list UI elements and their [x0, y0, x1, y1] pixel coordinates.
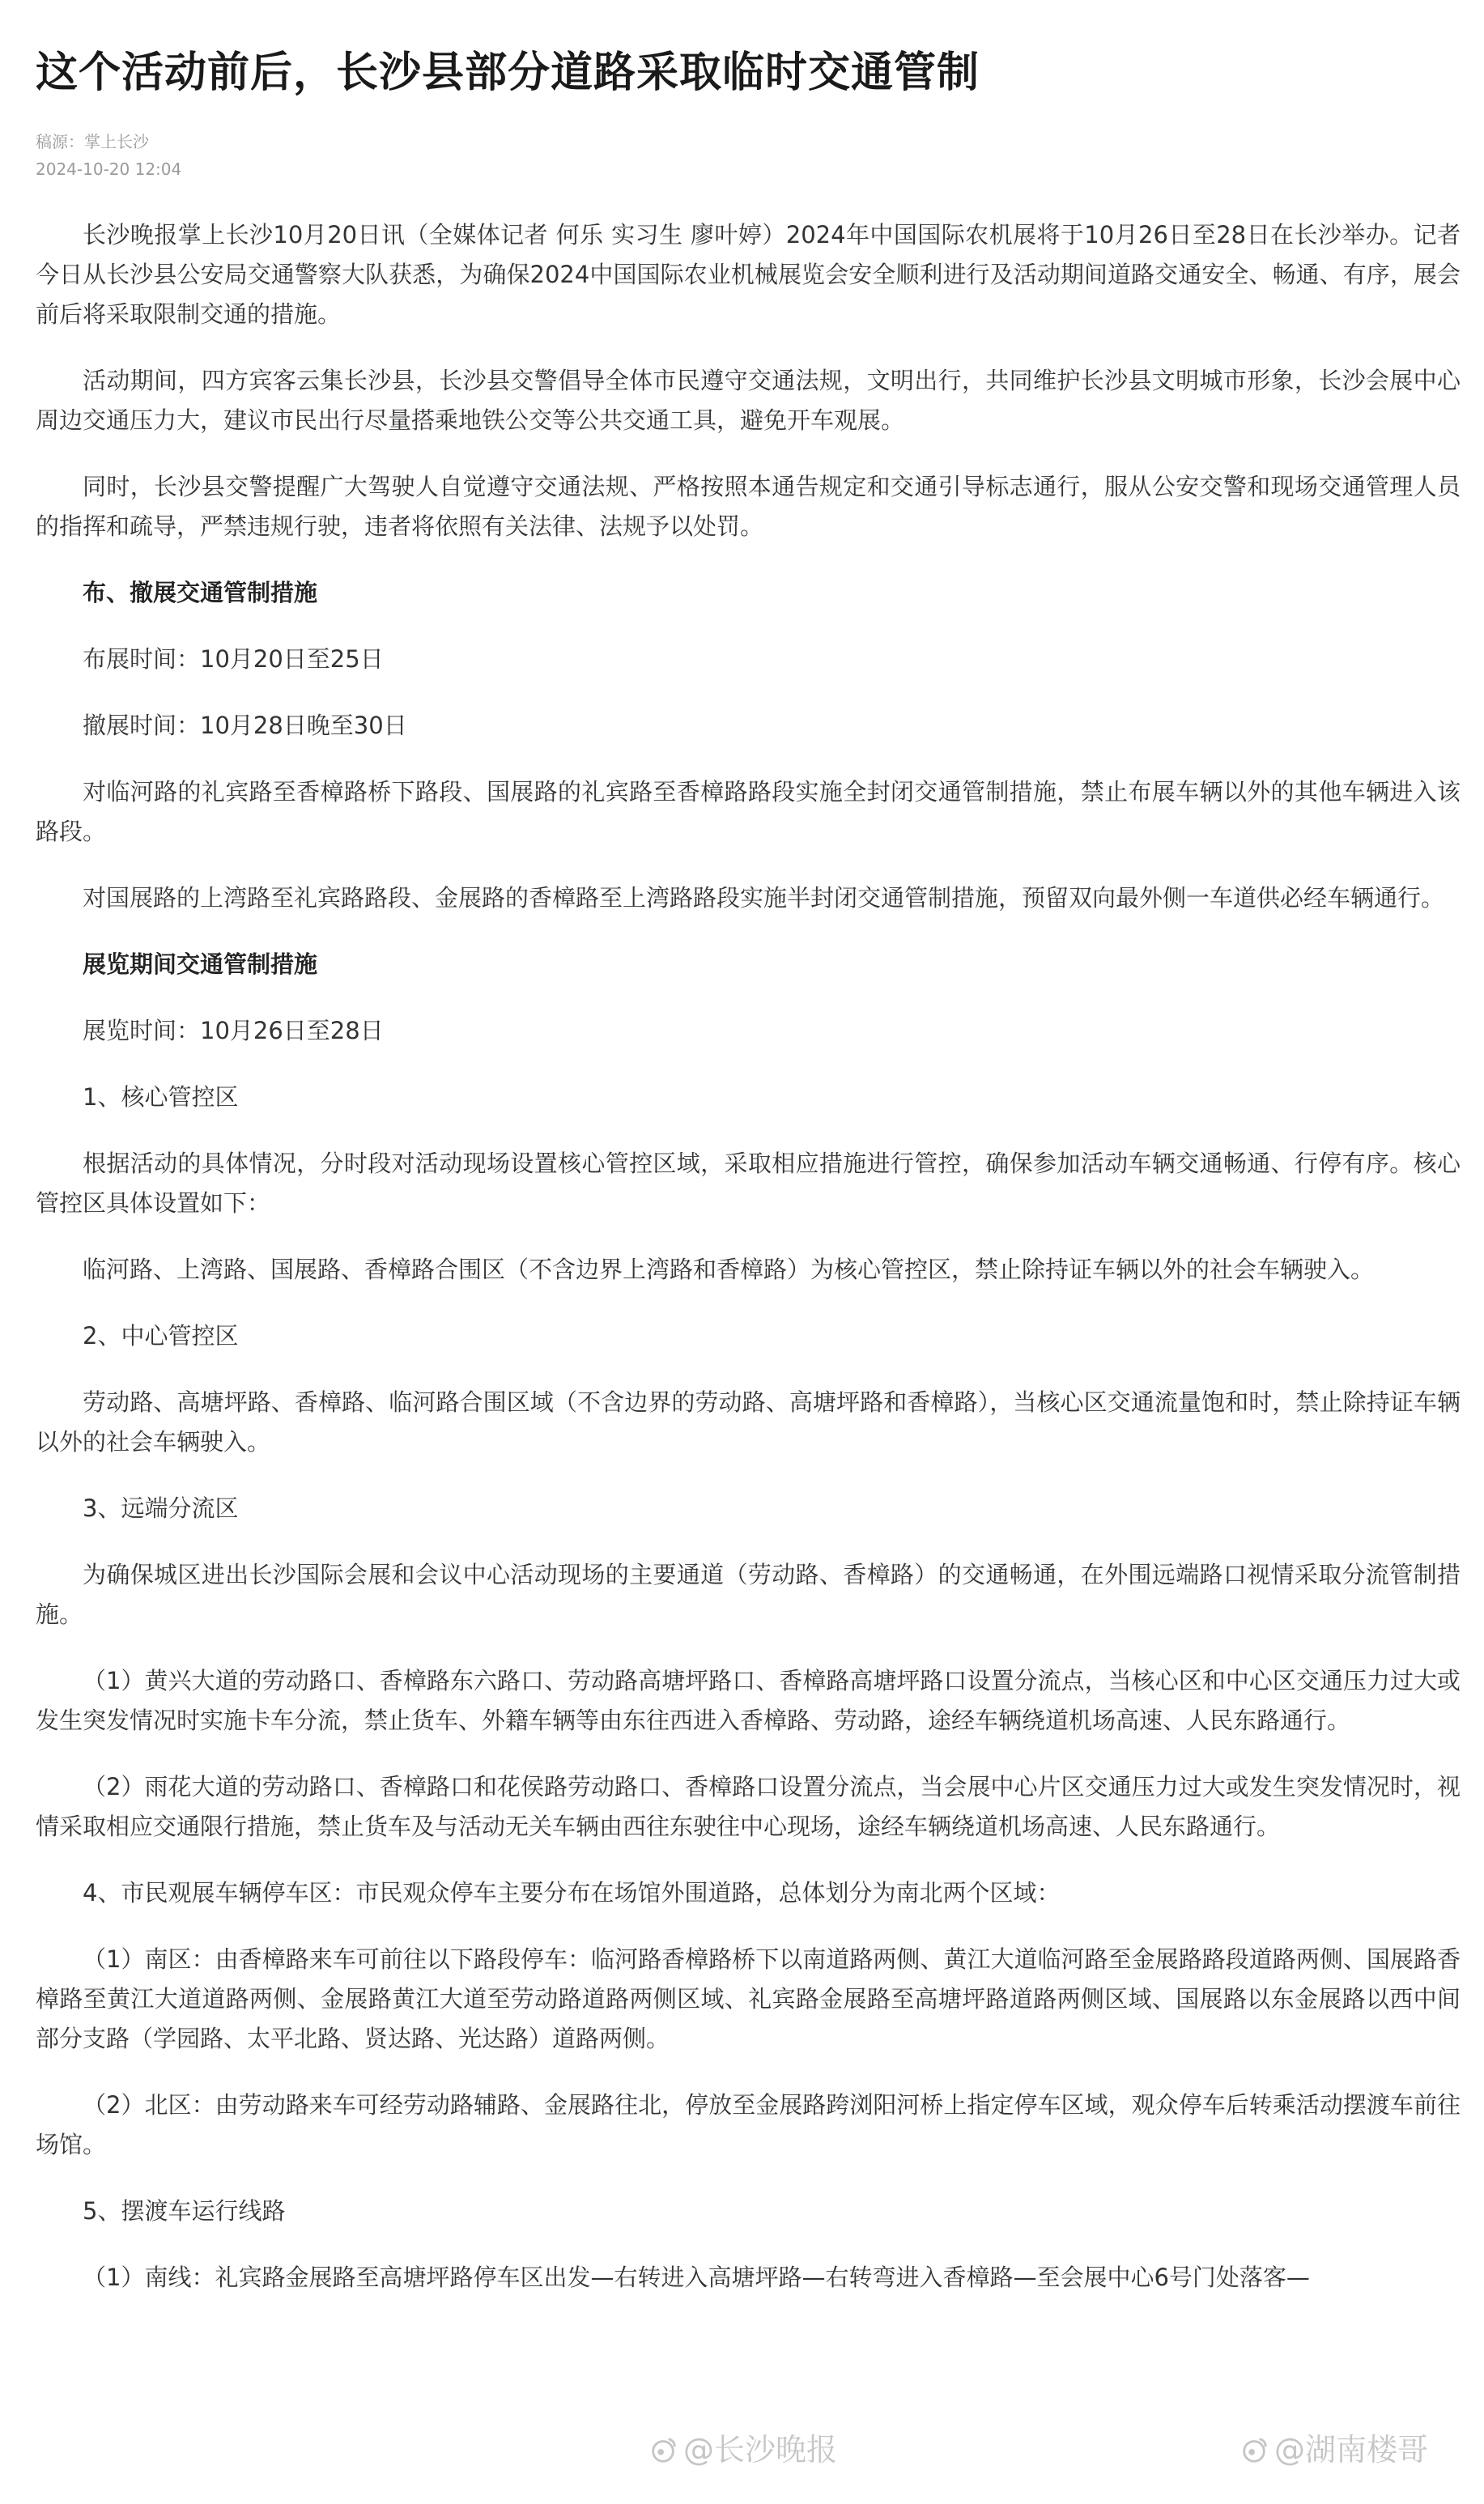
- paragraph: 对国展路的上湾路至礼宾路路段、金展路的香樟路至上湾路路段实施半封闭交通管制措施，预留双向最外侧一车道供必经车辆通行。: [83, 884, 1445, 912]
- paragraph: 3、远端分流区: [83, 1494, 239, 1522]
- paragraph: （1）黄兴大道的劳动路口、香樟路东六路口、劳动路高塘坪路口、香樟路高塘坪路口设置分流点，当核心区和中心区交通压力过大或发生突发情况时实施卡车分流，禁止货车、外籍车辆等由东往西进入香樟路、劳动路，途经车辆绕道机场高速、人民东路通行。: [36, 1667, 1461, 1734]
- paragraph: 活动期间，四方宾客云集长沙县，长沙县交警倡导全体市民遵守交通法规，文明出行，共同维护长沙县文明城市形象，长沙会展中心周边交通压力大，建议市民出行尽量搭乘地铁公交等公共交通工具，避免开车观展。: [36, 367, 1461, 434]
- section-heading: 展览期间交通管制措施: [83, 950, 318, 978]
- paragraph: 对临河路的礼宾路至香樟路桥下路段、国展路的礼宾路至香樟路路段实施全封闭交通管制措施，禁止布展车辆以外的其他车辆进入该路段。: [36, 778, 1461, 845]
- paragraph: （1）南线：礼宾路金展路至高塘坪路停车区出发—右转进入高塘坪路—右转弯进入香樟路—至会展中心6号门处落客—: [83, 2264, 1310, 2291]
- paragraph: 临河路、上湾路、国展路、香樟路合围区（不含边界上湾路和香樟路）为核心管控区，禁止除持证车辆以外的社会车辆驶入。: [83, 1256, 1375, 1283]
- weibo-icon: [648, 2434, 678, 2465]
- paragraph: 撤展时间：10月28日晚至30日: [83, 712, 407, 739]
- article-body: [36, 215, 1461, 2298]
- article-date: 2024-10-20 12:04: [36, 159, 182, 179]
- article: [36, 32, 1461, 2324]
- paragraph: （2）雨花大道的劳动路口、香樟路口和花侯路劳动路口、香樟路口设置分流点，当会展中心片区交通压力过大或发生突发情况时，视情采取相应交通限行措施，禁止货车及与活动无关车辆由西往东驶往中心现场，途经车辆绕道机场高速、人民东路通行。: [36, 1773, 1461, 1840]
- paragraph: （2）北区：由劳动路来车可经劳动路辅路、金展路往北，停放至金展路跨浏阳河桥上指定停车区域，观众停车后转乘活动摆渡车前往场馆。: [36, 2091, 1461, 2158]
- weibo-icon: [1239, 2434, 1269, 2465]
- paragraph: 根据活动的具体情况，分时段对活动现场设置核心管控区域，采取相应措施进行管控，确保参加活动车辆交通畅通、行停有序。核心管控区具体设置如下：: [36, 1150, 1461, 1217]
- paragraph: （1）南区：由香樟路来车可前往以下路段停车：临河路香樟路桥下以南道路两侧、黄江大道临河路至金展路路段道路两侧、国展路香樟路至黄江大道道路两侧、金展路黄江大道至劳动路道路两侧区域、礼宾路金展路至高塘坪路道路两侧区域、国展路以东金展路以西中间部分支路（学园路、太平北路、贤达路、光达路）道路两侧。: [36, 1945, 1461, 2052]
- paragraph: 5、摆渡车运行线路: [83, 2197, 286, 2225]
- paragraph: 同时，长沙县交警提醒广大驾驶人自觉遵守交通法规、严格按照本通告规定和交通引导标志通行，服从公安交警和现场交通管理人员的指挥和疏导，严禁违规行驶，违者将依照有关法律、法规予以处罚。: [36, 473, 1461, 540]
- watermark-right: [1239, 2425, 1428, 2469]
- watermark-left: [648, 2425, 837, 2469]
- watermark-right-text: @湖南楼哥: [1274, 2432, 1429, 2468]
- paragraph: 展览时间：10月26日至28日: [83, 1017, 384, 1044]
- paragraph: 布展时间：10月20日至25日: [83, 645, 384, 673]
- article-title: 这个活动前后，长沙县部分道路采取临时交通管制: [36, 49, 980, 97]
- paragraph: 1、核心管控区: [83, 1083, 239, 1111]
- watermark-left-text: @长沙晚报: [683, 2432, 838, 2468]
- paragraph: 长沙晚报掌上长沙10月20日讯（全媒体记者 何乐 实习生 廖叶婷）2024年中国国际农机展将于10月26日至28日在长沙举办。记者今日从长沙县公安局交通警察大队获悉，为确保2024中国国际农业机械展览会安全顺利进行及活动期间道路交通安全、畅通、有序，展会前后将采取限制交通的措施。: [36, 221, 1461, 328]
- paragraph: 劳动路、高塘坪路、香樟路、临河路合围区域（不含边界的劳动路、高塘坪路和香樟路），当核心区交通流量饱和时，禁止除持证车辆以外的社会车辆驶入。: [36, 1388, 1461, 1456]
- paragraph: 4、市民观展车辆停车区：市民观众停车主要分布在场馆外围道路，总体划分为南北两个区域：: [83, 1879, 1061, 1907]
- paragraph: 2、中心管控区: [83, 1322, 239, 1350]
- article-source: 稿源：掌上长沙: [36, 132, 149, 151]
- paragraph: 为确保城区进出长沙国际会展和会议中心活动现场的主要通道（劳动路、香樟路）的交通畅通，在外围远端路口视情采取分流管制措施。: [36, 1561, 1461, 1628]
- section-heading: 布、撤展交通管制措施: [83, 579, 318, 606]
